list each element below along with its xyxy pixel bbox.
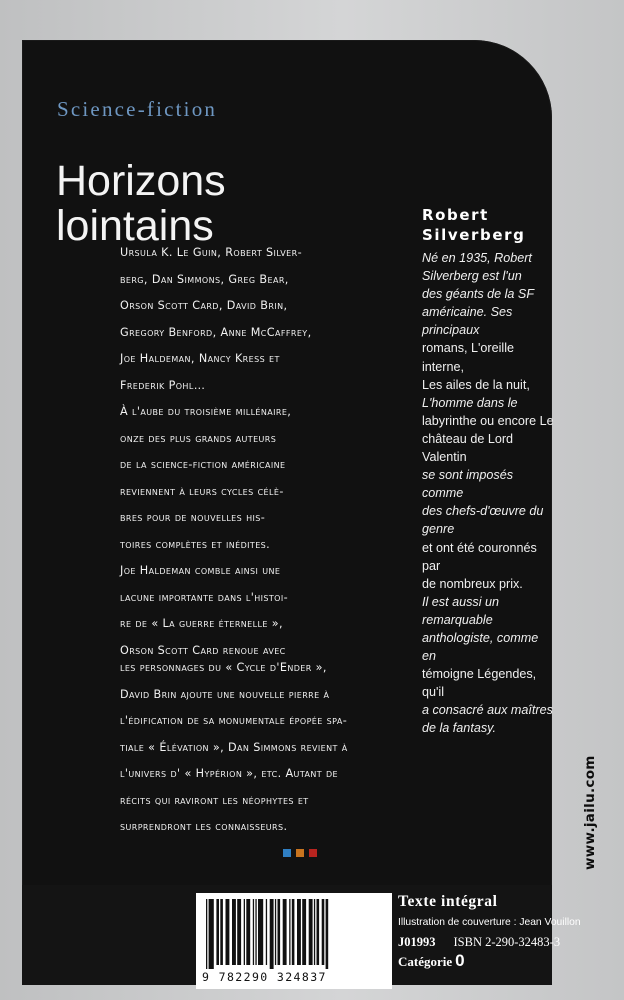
website-url: www.jailu.com xyxy=(582,755,598,870)
author-name xyxy=(422,205,525,245)
barcode-bar xyxy=(216,899,219,965)
barcode-bar xyxy=(283,899,287,965)
blurb-line: les personnages du « Cycle d'Ender », xyxy=(120,661,327,674)
barcode-bar xyxy=(246,899,250,965)
texte-integral: Texte intégral xyxy=(398,893,498,910)
barcode-bar xyxy=(326,899,329,969)
blurb-line: Orson Scott Card, David Brin, xyxy=(120,299,288,312)
blurb-line: Frederik Pohl… xyxy=(120,378,206,392)
bio-line: de nombreux prix. xyxy=(422,576,523,591)
bio-line: L'homme dans le xyxy=(422,395,518,410)
bio-line: des chefs-d'œuvre du genre xyxy=(422,504,544,537)
blurb-line: l'univers d' « Hypérion », etc. Autant de xyxy=(120,767,338,780)
bio-line: américaine. Ses principaux xyxy=(422,305,513,338)
blurb-line: Joe Haldeman, Nancy Kress et xyxy=(120,352,280,365)
barcode xyxy=(196,893,392,989)
color-dot xyxy=(309,849,317,857)
publication-info xyxy=(398,893,581,971)
author-first-name: Robert xyxy=(422,206,489,224)
bio-line: Il est aussi un remarquable xyxy=(422,594,500,627)
barcode-bar xyxy=(253,899,254,965)
title-line-2: lointains xyxy=(56,201,214,250)
categorie-line xyxy=(398,952,558,971)
barcode-bars xyxy=(202,899,386,969)
barcode-bar xyxy=(322,899,325,965)
blurb-line: onze des plus grands auteurs xyxy=(120,431,277,445)
color-dot xyxy=(283,849,291,857)
bio-line: Né en 1935, Robert xyxy=(422,251,532,265)
barcode-bar xyxy=(297,899,301,965)
bio-line: et ont été couronnés par xyxy=(422,540,537,573)
bio-line: anthologiste, comme en xyxy=(422,630,539,664)
blurb-line: Ursula K. Le Guin, Robert Silver- xyxy=(120,246,303,259)
barcode-bar xyxy=(278,899,281,965)
codes-line xyxy=(398,934,561,950)
title-line-1: Horizons xyxy=(56,156,226,205)
blurb-line: surprendront les connaisseurs. xyxy=(120,820,288,833)
bio-line: labyrinthe ou encore Le xyxy=(422,413,554,428)
barcode-bar xyxy=(209,899,214,969)
barcode-bar xyxy=(292,899,295,965)
categorie-label: Catégorie xyxy=(398,954,453,969)
blurb-line: David Brin ajoute une nouvelle pierre à xyxy=(120,687,330,701)
illustration-credit: Illustration de couverture : Jean Vouillon xyxy=(398,917,581,928)
blurb-text xyxy=(120,240,410,664)
barcode-bar xyxy=(270,899,274,969)
barcode-number: 9 782290 324837 xyxy=(202,970,327,984)
barcode-bar xyxy=(226,899,230,965)
blurb-line: lacune importante dans l'histoi- xyxy=(120,590,289,604)
isbn: ISBN 2-290-32483-3 xyxy=(453,935,561,949)
blurb-line: bres pour de nouvelles his- xyxy=(120,511,266,524)
bio-line: château de Lord Valentin xyxy=(422,431,514,465)
color-dots xyxy=(283,849,317,857)
barcode-bar xyxy=(206,899,207,969)
barcode-bar xyxy=(302,899,306,965)
blurb-text-continued xyxy=(120,655,520,841)
blurb-line: Orson Scott Card renoue avec xyxy=(120,643,286,657)
blurb-line: de la science-fiction américaine xyxy=(120,458,286,471)
barcode-bar xyxy=(289,899,290,965)
category-label: Science-fiction xyxy=(57,97,218,121)
blurb-line: re de « La guerre éternelle », xyxy=(120,617,283,630)
barcode-bar xyxy=(266,899,267,965)
book-title xyxy=(56,156,386,250)
barcode-bar xyxy=(275,899,276,965)
book-code: J01993 xyxy=(398,935,436,949)
blurb-line: À l'aube du troisième millénaire, xyxy=(120,405,292,418)
bio-line: de la fantasy. xyxy=(422,721,496,736)
barcode-bar xyxy=(317,899,320,965)
barcode-bar xyxy=(255,899,256,965)
barcode-bar xyxy=(220,899,223,965)
bio-line: a consacré aux maîtres xyxy=(422,703,553,718)
bio-line: romans, L'oreille interne, xyxy=(422,341,514,374)
bio-line: Silverberg est l'un xyxy=(422,269,522,284)
bio-line: Les ailes de la nuit, xyxy=(422,377,530,392)
barcode-bar xyxy=(309,899,313,965)
bio-line: des géants de la SF xyxy=(422,287,535,302)
blurb-line: récits qui raviront les néophytes et xyxy=(120,793,309,807)
barcode-bar xyxy=(258,899,263,965)
blurb-line: tiale « Élévation », Dan Simmons revient à xyxy=(120,740,348,754)
blurb-line: Joe Haldeman comble ainsi une xyxy=(120,564,281,577)
bio-line: témoigne Légendes, qu'il xyxy=(422,667,537,700)
blurb-line: reviennent à leurs cycles célè- xyxy=(120,484,284,498)
blurb-line: toires complètes et inédites. xyxy=(120,537,271,551)
blurb-line: l'édification de sa monumentale épopée spa- xyxy=(120,714,348,727)
barcode-bar xyxy=(232,899,236,965)
blurb-line: berg, Dan Simmons, Greg Bear, xyxy=(120,272,289,286)
barcode-bar xyxy=(314,899,315,965)
blurb-line: Gregory Benford, Anne McCaffrey, xyxy=(120,325,312,339)
barcode-bar xyxy=(237,899,241,965)
bio-line: se sont imposés comme xyxy=(422,468,513,501)
categorie-value: 0 xyxy=(455,951,465,970)
barcode-bar xyxy=(244,899,245,965)
author-last-name: Silverberg xyxy=(422,226,526,244)
color-dot xyxy=(296,849,304,857)
